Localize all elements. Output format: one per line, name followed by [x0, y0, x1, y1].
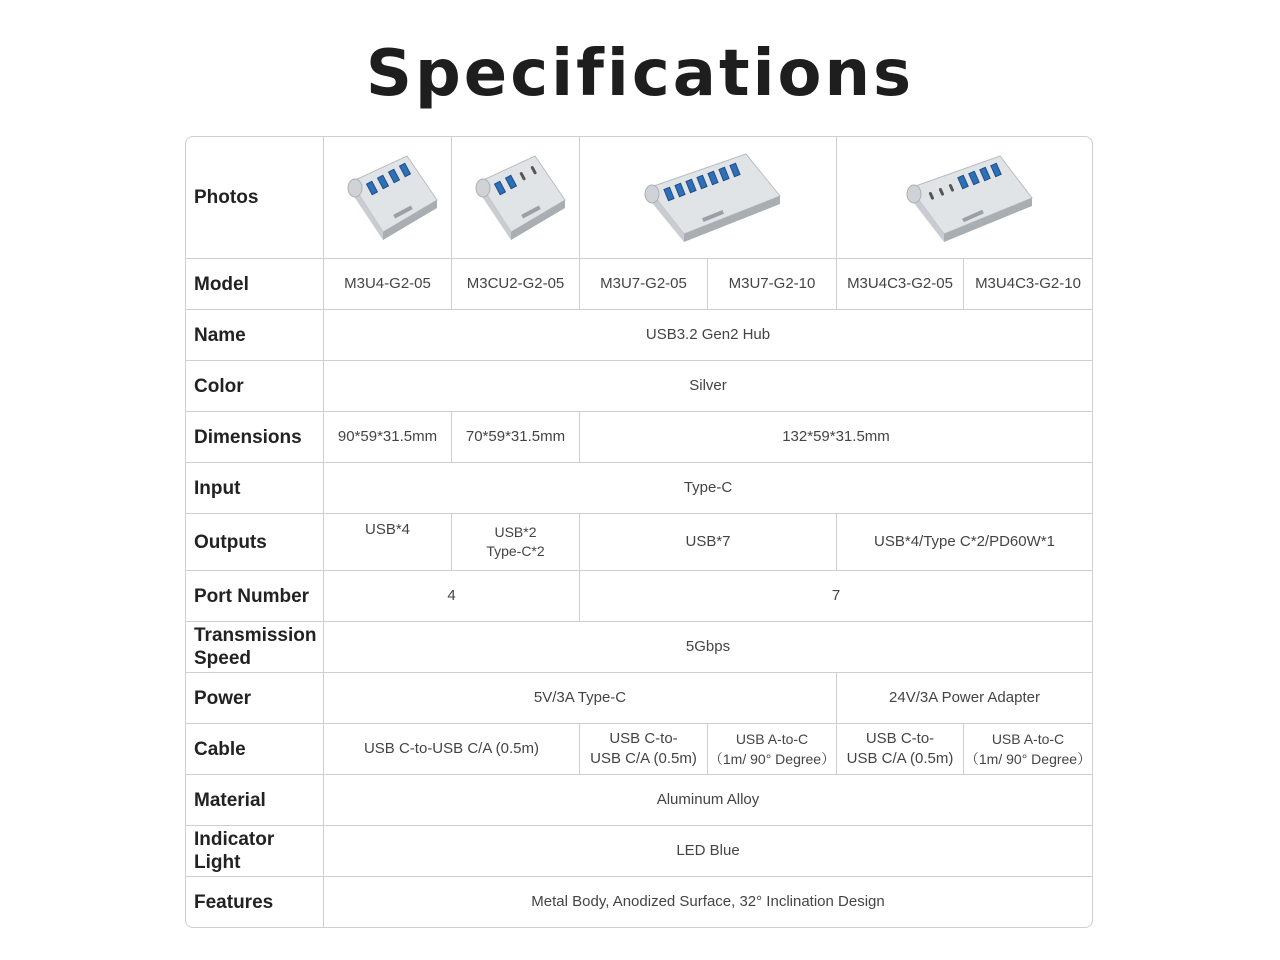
cable-cell — [837, 724, 964, 775]
cable-line: USB A-to-C — [991, 731, 1065, 747]
row-label-indicator-light: Indicator Light — [186, 826, 324, 877]
power-cell: 5V/3A Type-C — [324, 673, 837, 724]
row-model — [186, 259, 1092, 310]
row-label-port-number: Port Number — [186, 571, 324, 622]
row-label-material: Material — [186, 775, 324, 826]
outputs-line: Type-C*2 — [486, 543, 545, 559]
port-number-cell: 4 — [324, 571, 580, 622]
product-photo-4usb-2typec-pd-hub — [837, 137, 1092, 259]
transmission-speed-value: 5Gbps — [324, 622, 1092, 673]
row-power — [186, 673, 1092, 724]
power-cell: 24V/3A Power Adapter — [837, 673, 1092, 724]
cable-cell — [964, 724, 1092, 775]
outputs-cell: USB*4 — [324, 514, 452, 571]
row-label-cable: Cable — [186, 724, 324, 775]
port-number-cell: 7 — [580, 571, 1092, 622]
cable-line: （1m/ 90° Degree） — [964, 751, 1092, 767]
row-label-model: Model — [186, 259, 324, 310]
model-cell: M3U7-G2-05 — [580, 259, 708, 310]
row-photos — [186, 137, 1092, 259]
model-cell: M3U4-G2-05 — [324, 259, 452, 310]
label-line: Speed — [194, 648, 252, 669]
cable-cell — [580, 724, 708, 775]
product-photo-4-port-hub — [324, 137, 452, 259]
cable-line: USB C/A (0.5m) — [590, 750, 697, 767]
row-label-photos: Photos — [186, 137, 324, 259]
usb-hub-2usb-2typec-image — [461, 148, 571, 248]
row-label-transmission-speed — [186, 622, 324, 673]
outputs-cell — [452, 514, 580, 571]
row-indicator-light — [186, 826, 1092, 877]
dimensions-cell: 132*59*31.5mm — [580, 412, 1092, 463]
dimensions-cell: 90*59*31.5mm — [324, 412, 452, 463]
cable-line: USB C-to- — [609, 730, 678, 747]
model-cell: M3U4C3-G2-10 — [964, 259, 1092, 310]
cable-cell — [708, 724, 837, 775]
row-material — [186, 775, 1092, 826]
row-dimensions — [186, 412, 1092, 463]
label-line: Transmission — [194, 625, 317, 646]
outputs-cell: USB*7 — [580, 514, 837, 571]
row-color — [186, 361, 1092, 412]
row-features — [186, 877, 1092, 927]
indicator-light-value: LED Blue — [324, 826, 1092, 877]
row-label-color: Color — [186, 361, 324, 412]
specifications-table — [185, 136, 1093, 928]
row-label-dimensions: Dimensions — [186, 412, 324, 463]
dimensions-cell: 70*59*31.5mm — [452, 412, 580, 463]
row-label-features: Features — [186, 877, 324, 927]
row-transmission-speed — [186, 622, 1092, 673]
page-title: Specifications — [365, 37, 915, 111]
material-value: Aluminum Alloy — [324, 775, 1092, 826]
row-label-name: Name — [186, 310, 324, 361]
product-photo-2usb-2typec-hub — [452, 137, 580, 259]
usb-hub-4-port-image — [333, 148, 443, 248]
model-cell: M3CU2-G2-05 — [452, 259, 580, 310]
features-value: Metal Body, Anodized Surface, 32° Inclination Design — [531, 893, 885, 910]
row-input — [186, 463, 1092, 514]
cable-line: USB C-to- — [865, 730, 935, 747]
row-outputs — [186, 514, 1092, 571]
product-photo-7-port-hub — [580, 137, 837, 259]
cable-line: USB C/A (0.5m) — [846, 750, 954, 767]
name-value: USB3.2 Gen2 Hub — [324, 310, 1092, 361]
color-value: Silver — [324, 361, 1092, 412]
model-cell: M3U7-G2-10 — [708, 259, 837, 310]
row-name — [186, 310, 1092, 361]
row-port-number — [186, 571, 1092, 622]
outputs-cell: USB*4/Type C*2/PD60W*1 — [837, 514, 1092, 571]
outputs-line: USB*2 — [494, 524, 537, 540]
row-label-outputs: Outputs — [186, 514, 324, 571]
cable-line: USB A-to-C — [735, 731, 809, 747]
row-cable — [186, 724, 1092, 775]
row-label-input: Input — [186, 463, 324, 514]
input-value: Type-C — [324, 463, 1092, 514]
cable-cell: USB C-to-USB C/A (0.5m) — [324, 724, 580, 775]
cable-line: （1m/ 90° Degree） — [708, 751, 836, 767]
usb-hub-4usb-2typec-pd-image — [890, 148, 1040, 248]
model-cell: M3U4C3-G2-05 — [837, 259, 964, 310]
row-label-power: Power — [186, 673, 324, 724]
usb-hub-7-port-image — [628, 148, 788, 248]
